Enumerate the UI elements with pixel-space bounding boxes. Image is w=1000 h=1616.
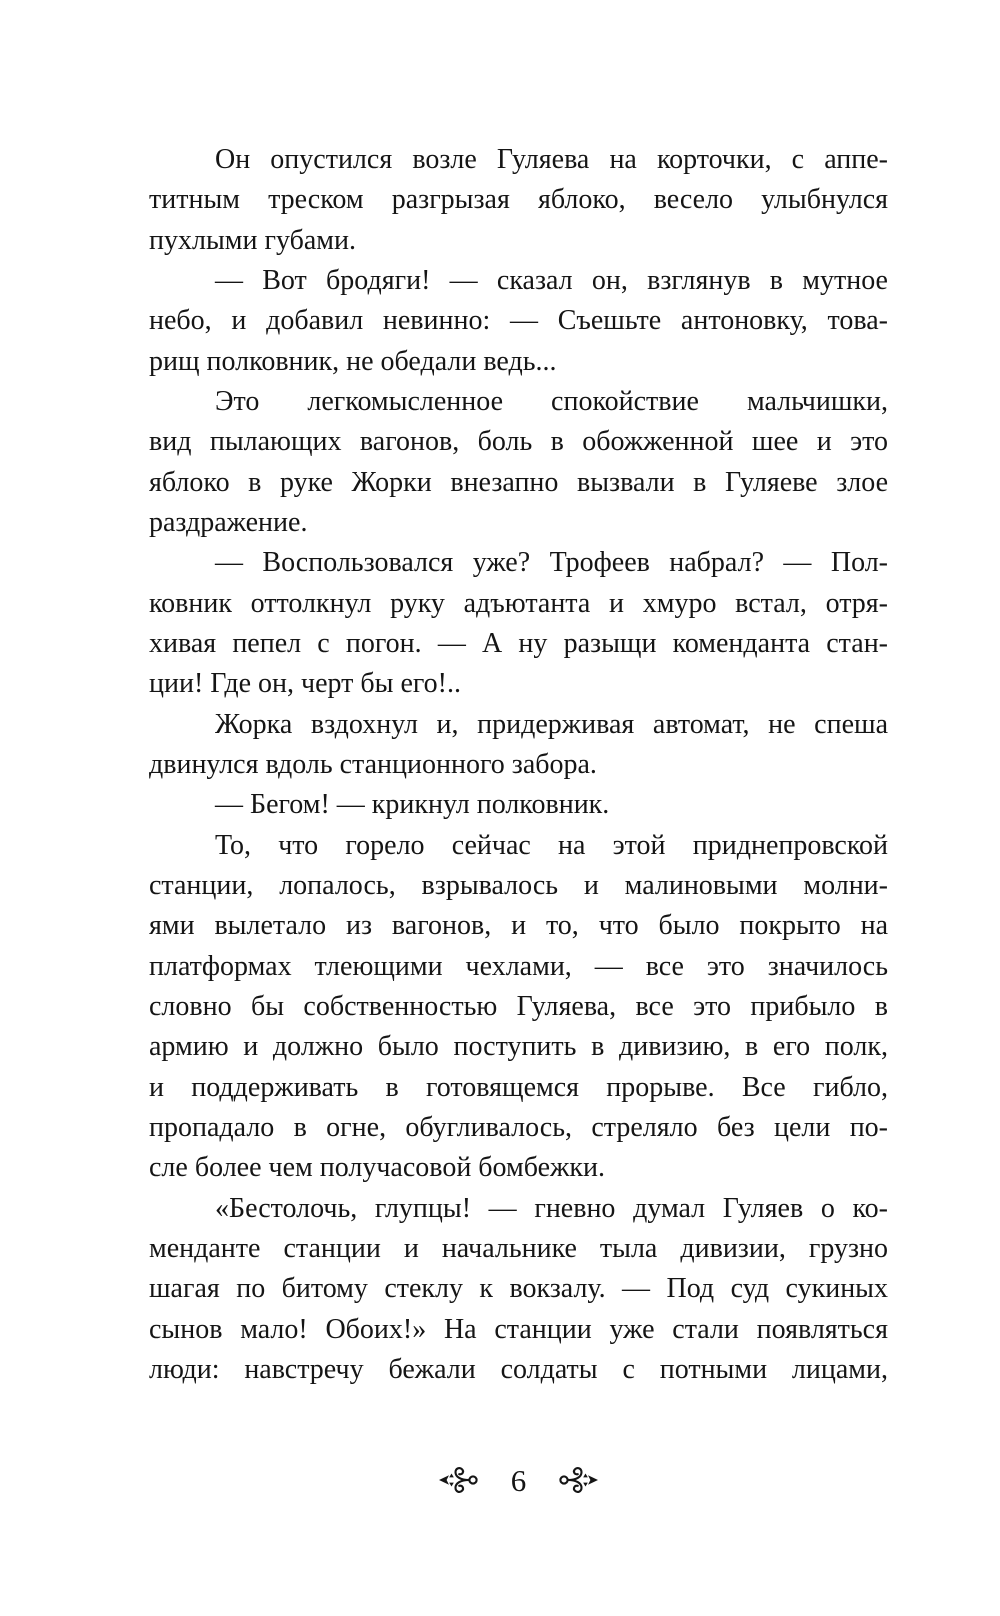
text-line: Жорка вздохнул и, придерживая автомат, не спеша — [215, 708, 888, 740]
paragraph — [149, 543, 888, 704]
text-line: хивая пепел с погон. — А ну разыщи коменданта стан- — [149, 627, 888, 659]
text-line: менданте станции и начальнике тыла дивизии, грузно — [149, 1232, 888, 1264]
paragraph — [149, 261, 888, 382]
text-line: сынов мало! Обоих!» На станции уже стали появляться — [149, 1313, 888, 1345]
text-column — [149, 140, 888, 1390]
text-line: пропадало в огне, обугливалось, стреляло без цели по- — [149, 1111, 888, 1143]
text-line: титным треском разгрызая яблоко, весело улыбнулся — [149, 184, 888, 216]
text-line: пухлыми губами. — [149, 224, 356, 256]
paragraph — [149, 1189, 888, 1391]
page-footer — [149, 1460, 888, 1500]
text-line: — Вот бродяги! — сказал он, взглянув в мутное — [215, 264, 888, 296]
text-line: словно бы собственностью Гуляева, все это прибыло в — [149, 990, 888, 1022]
text-line: Он опустился возле Гуляева на корточки, с аппе- — [215, 144, 888, 175]
text-line: люди: навстречу бежали солдаты с потными лицами, — [149, 1353, 888, 1385]
text-line: платформах тлеющими чехлами, — все это значилось — [149, 950, 888, 982]
paragraph — [149, 705, 888, 786]
text-line: «Бестолочь, глупцы! — гневно думал Гуляев о ко- — [215, 1192, 888, 1224]
text-line: — Воспользовался уже? Трофеев набрал? — Пол- — [215, 547, 888, 579]
text-line: раздражение. — [149, 506, 308, 538]
paragraph — [149, 785, 888, 825]
text-line: ции! Где он, черт бы его!.. — [149, 668, 461, 700]
text-line: небо, и добавил невинно: — Съешьте антоновку, това- — [149, 305, 888, 337]
text-line: Это легкомысленное спокойствие мальчишки, — [215, 385, 888, 417]
fleuron-icon — [559, 1465, 599, 1495]
text-line: станции, лопалось, взрывалось и малиновыми молни- — [149, 869, 888, 901]
text-line: яблоко в руке Жорки внезапно вызвали в Гуляеве злое — [149, 466, 888, 498]
paragraph — [149, 140, 888, 261]
paragraph — [149, 826, 888, 1189]
text-line: армию и должно было поступить в дивизию, в его полк, — [149, 1031, 888, 1063]
text-line: двинулся вдоль станционного забора. — [149, 748, 597, 780]
text-line: ковник оттолкнул руку адъютанта и хмуро встал, отря- — [149, 587, 888, 619]
page-number: 6 — [510, 1462, 527, 1498]
text-line: и поддерживать в готовящемся прорыве. Все гибло, — [149, 1071, 888, 1103]
text-line: рищ полковник, не обедали ведь... — [149, 345, 557, 377]
text-line: — Бегом! — крикнул полковник. — [215, 789, 610, 821]
fleuron-icon — [438, 1465, 478, 1495]
text-line: шагая по битому стеклу к вокзалу. — Под суд сукиных — [149, 1273, 888, 1305]
text-line: вид пылающих вагонов, боль в обожженной шее и это — [149, 426, 888, 458]
paragraph — [149, 382, 888, 543]
text-line: ями вылетало из вагонов, и то, что было покрыто на — [149, 910, 888, 942]
text-line: То, что горело сейчас на этой приднепровской — [215, 829, 888, 861]
text-line: сле более чем получасовой бомбежки. — [149, 1152, 605, 1184]
